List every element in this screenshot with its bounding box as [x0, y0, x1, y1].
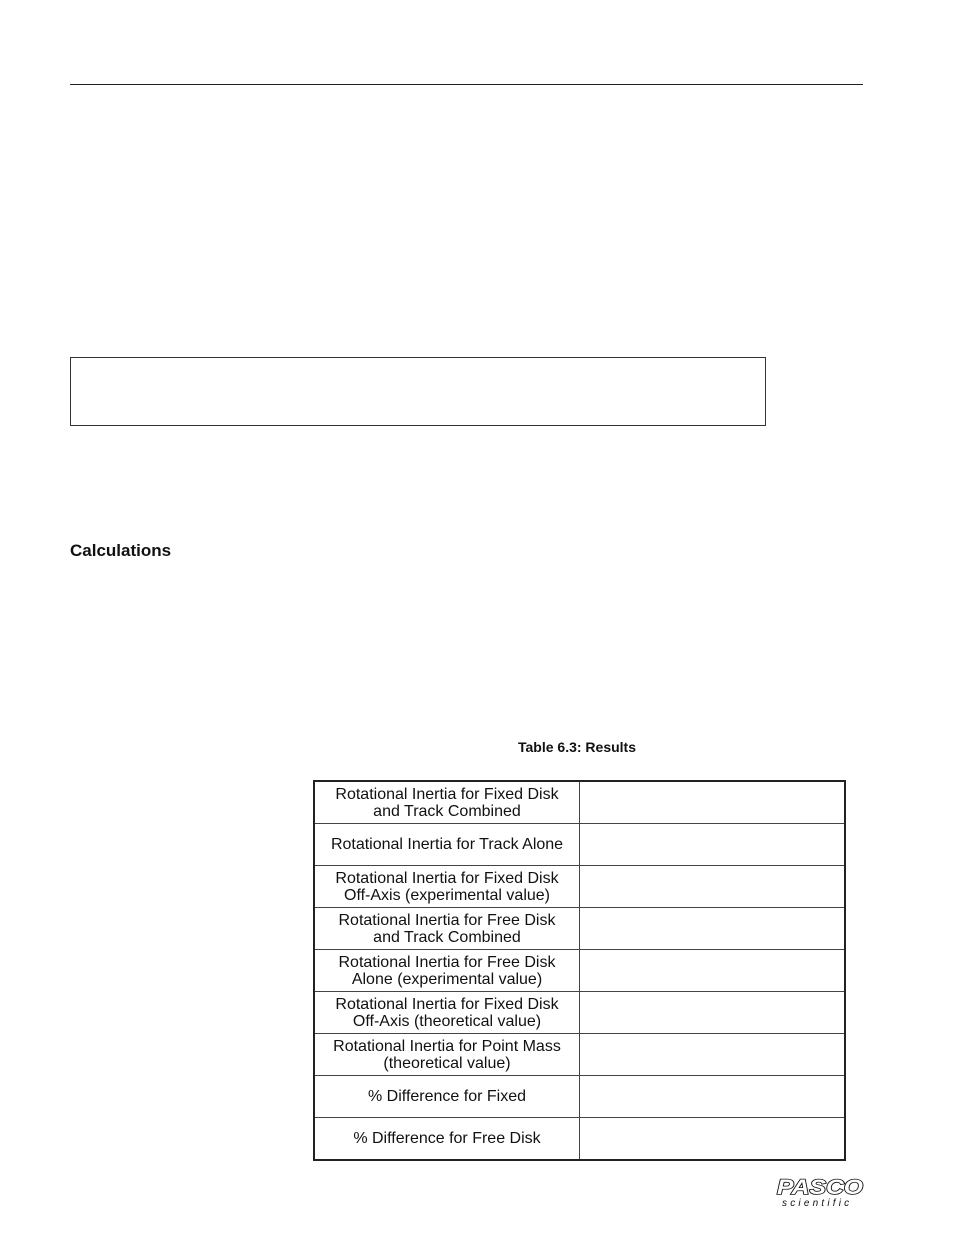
table-row: [314, 1076, 845, 1118]
row-label-line: % Difference for Free Disk: [353, 1130, 541, 1147]
row-label-line: Rotational Inertia for Track Alone: [330, 836, 564, 853]
row-label-line: Rotational Inertia for Fixed Disk: [335, 869, 559, 887]
row-label-line: and Track Combined: [373, 928, 521, 946]
table-row: [314, 781, 845, 824]
row-label-line: Rotational Inertia for Free Disk: [338, 911, 556, 929]
row-label: [314, 908, 580, 950]
table-row: [314, 866, 845, 908]
section-heading: Calculations: [70, 541, 172, 560]
row-label: [314, 1034, 580, 1076]
answer-box: [70, 357, 766, 426]
table-row: [314, 950, 845, 992]
row-label: [314, 992, 580, 1034]
row-value: [580, 866, 846, 908]
row-label-line: Alone (experimental value): [351, 970, 543, 988]
row-label: [314, 950, 580, 992]
row-value: [580, 1118, 846, 1161]
row-value: [580, 824, 846, 866]
row-value: [580, 1076, 846, 1118]
row-label-line: % Difference for Fixed: [368, 1088, 526, 1105]
row-label-line: Rotational Inertia for Point Mass: [333, 1037, 561, 1055]
row-label: [314, 1076, 580, 1118]
table-row: [314, 1034, 845, 1076]
row-label-line: Rotational Inertia for Fixed Disk: [335, 785, 559, 803]
row-label-line: Off-Axis (theoretical value): [352, 1012, 542, 1030]
table-row: [314, 992, 845, 1034]
logo-brand: PASCO: [777, 1177, 863, 1199]
row-value: [580, 992, 846, 1034]
row-value: [580, 908, 846, 950]
row-label-line: Off-Axis (experimental value): [344, 886, 550, 904]
table-row: [314, 824, 845, 866]
table-row: [314, 908, 845, 950]
row-label: [314, 781, 580, 824]
header-rule: [70, 84, 863, 85]
row-label-line: Rotational Inertia for Free Disk: [338, 953, 556, 971]
row-label: [314, 824, 580, 866]
pasco-logo: [776, 1177, 866, 1209]
row-value: [580, 950, 846, 992]
row-value: [580, 1034, 846, 1076]
table-caption: Table 6.3: Results: [518, 739, 637, 755]
row-label: [314, 1118, 580, 1161]
row-label-line: (theoretical value): [383, 1054, 511, 1072]
table-row: [314, 1118, 845, 1161]
row-label-line: and Track Combined: [373, 802, 521, 820]
row-value: [580, 781, 846, 824]
logo-tagline: scientific: [782, 1198, 853, 1209]
row-label: [314, 866, 580, 908]
row-label-line: Rotational Inertia for Fixed Disk: [335, 995, 559, 1013]
results-table: [313, 780, 846, 1161]
